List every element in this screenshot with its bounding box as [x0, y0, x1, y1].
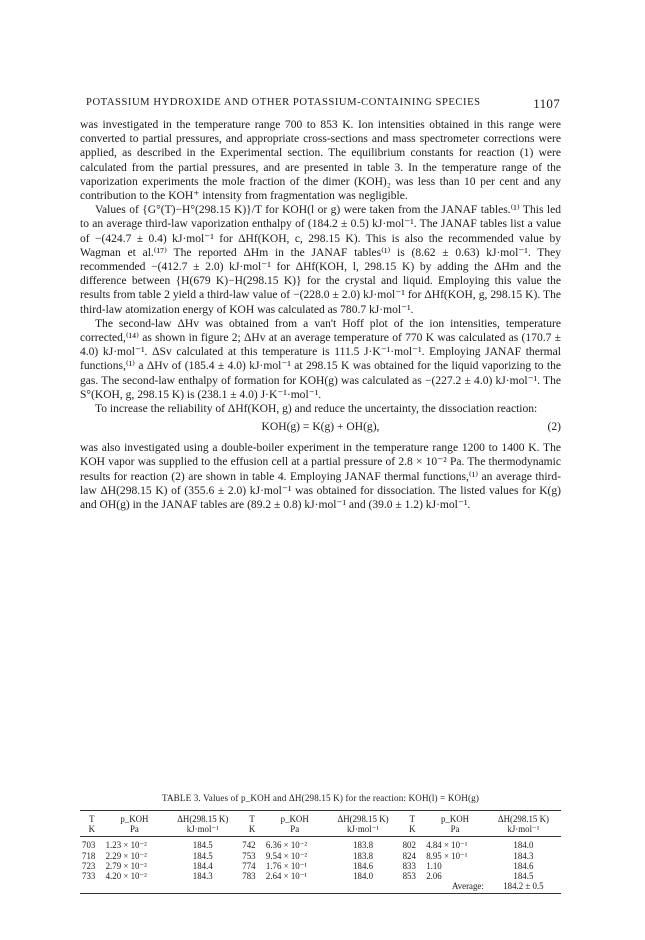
paragraph-4: To increase the reliability of ΔHf(KOH, g) and reduce the uncertainty, the dissociation reaction:	[95, 403, 538, 416]
pressure-cell: 2.79 × 10⁻²	[105, 860, 147, 871]
enthalpy-cell: 184.5	[165, 837, 240, 851]
equation-2	[80, 420, 561, 435]
enthalpy-cell: 184.6	[513, 860, 534, 871]
pressure-cell: 1.76 × 10⁻¹	[265, 860, 308, 871]
enthalpy-cell: 184.5	[192, 850, 213, 861]
pressure-cell: 2.06	[426, 871, 442, 882]
enthalpy-cell: 184.5	[513, 871, 534, 882]
temperature-cell: 783	[242, 871, 256, 882]
table-average-row	[80, 881, 561, 894]
paragraph-3: The second-law ΔHv was obtained from a van't Hoff plot of the ion intensities, temperature corrected,⁽¹⁴⁾ as shown in figure 2; ΔHv at an average temperature of 770 K was calculated as (170.7 ± 4.0) kJ·mol⁻¹. ΔSv calculated at this temperature is 111.5 J·K⁻¹·mol⁻¹. Employing JANAF thermal functions,⁽¹⁾ a ΔHv of (185.4 ± 4.0) kJ·mol⁻¹ at 298.15 K was obtained for the liquid vaporizing to the gas. The second-law enthalpy of formation for KOH(g) was calculated as −(227.2 ± 4.0) kJ·mol⁻¹. The S°(KOH, g, 298.15 K) is (238.1 ± 4.0) J·K⁻¹·mol⁻¹.	[80, 317, 561, 401]
enthalpy-cell: 184.6	[353, 860, 374, 871]
temperature-cell: 742	[240, 837, 264, 851]
paragraph-1: was investigated in the temperature range 700 to 853 K. Ion intensities obtained in this range were converted to partial pressures, and appropriate cross-sections and mass spectrometer corrections were applied, as described in the Experimental section. The equilibrium constants for reaction (1) were calculated from the partial pressures, and are presented in table 3. In the temperature range of the vaporization experiments the mole fraction of the dimer (KOH)₂ was less than 10 per cent and any contribution to the KOH⁺ intensity from fragmentation was negligible.	[80, 119, 561, 203]
col-unit-dh-3: kJ·mol⁻¹	[486, 824, 561, 837]
col-unit-t-1: K	[80, 824, 104, 837]
body-text	[80, 118, 561, 512]
temperature-cell: 824	[402, 850, 416, 861]
col-unit-t-3: K	[401, 824, 425, 837]
average-label: Average:	[80, 881, 486, 894]
col-header-p-1: p_KOH	[104, 811, 166, 825]
col-header-p-3: p_KOH	[424, 811, 486, 825]
paragraph-2: Values of {G°(T)−H°(298.15 K)}/T for KOH(l or g) were taken from the JANAF tables.⁽¹⁾ This led to an average third-law vaporization enthalpy of (184.2 ± 0.5) kJ·mol⁻¹. The JANAF tables list a value of −(424.7 ± 0.4) kJ·mol⁻¹ for ΔHf(KOH, c, 298.15 K). This is also the recommended value by Wagman et al.⁽¹⁷⁾ The reported ΔHm in the JANAF tables⁽¹⁾ is (8.62 ± 0.63) kJ·mol⁻¹. They recommended −(412.7 ± 2.0) kJ·mol⁻¹ for ΔHf(KOH, l, 298.15 K) by adding the ΔHm and the difference between {H(679 K)−H(298.15 K)} for the crystal and liquid. Employing this value the results from table 2 yield a third-law value of −(228.0 ± 2.0) kJ·mol⁻¹ for ΔHf(KOH, g, 298.15 K). The third-law atomization energy of KOH was calculated as 780.7 kJ·mol⁻¹.	[80, 204, 561, 316]
table-row	[80, 871, 561, 881]
pressure-cell: 1.10	[426, 860, 442, 871]
col-unit-t-2: K	[240, 824, 264, 837]
col-unit-p-3: Pa	[424, 824, 486, 837]
table-row	[80, 837, 561, 851]
pressure-cell: 4.20 × 10⁻²	[105, 871, 147, 882]
table-3-caption: TABLE 3. Values of p_KOH and ΔH(298.15 K) for the reaction: KOH(l) = KOH(g)	[161, 793, 480, 803]
page-number: 1107	[533, 96, 560, 111]
enthalpy-cell: 184.4	[192, 860, 213, 871]
temperature-cell: 833	[402, 860, 416, 871]
pressure-cell: 9.54 × 10⁻²	[265, 850, 308, 861]
col-header-t-3: T	[401, 811, 425, 825]
pressure-cell: 2.64 × 10⁻¹	[265, 871, 308, 882]
col-header-dh-3: ΔH(298.15 K)	[486, 811, 561, 825]
running-header	[86, 96, 560, 111]
pressure-cell: 6.36 × 10⁻²	[264, 837, 326, 851]
col-unit-p-2: Pa	[264, 824, 326, 837]
enthalpy-cell: 184.3	[513, 850, 534, 861]
table-row	[80, 851, 561, 861]
temperature-cell: 703	[80, 837, 104, 851]
running-title: POTASSIUM HYDROXIDE AND OTHER POTASSIUM-CONTAINING SPECIES	[86, 97, 481, 108]
equation-2-number: (2)	[547, 421, 561, 434]
pressure-cell: 2.29 × 10⁻²	[105, 850, 147, 861]
temperature-cell: 853	[402, 871, 416, 882]
enthalpy-cell: 184.0	[353, 871, 374, 882]
col-unit-dh-2: kJ·mol⁻¹	[326, 824, 401, 837]
col-header-p-2: p_KOH	[264, 811, 326, 825]
temperature-cell: 733	[82, 871, 96, 882]
col-header-t-1: T	[80, 811, 104, 825]
enthalpy-cell: 184.3	[192, 871, 213, 882]
table-3	[80, 810, 561, 894]
pressure-cell: 8.95 × 10⁻¹	[426, 850, 468, 861]
paragraph-5: was also investigated using a double-boiler experiment in the temperature range 1200 to 1400 K. The KOH vapor was supplied to the effusion cell at a partial pressure of 2.8 × 10⁻² Pa. The thermodynamic results for reaction (2) are shown in table 4. Employing JANAF thermal functions,⁽¹⁾ an average third-law ΔH(298.15 K) of (355.6 ± 2.0) kJ·mol⁻¹ was obtained for dissociation. The listed values for K(g) and OH(g) in the JANAF tables are (89.2 ± 0.8) kJ·mol⁻¹ and (39.0 ± 1.2) kJ·mol⁻¹.	[80, 442, 561, 512]
enthalpy-cell: 184.0	[486, 837, 561, 851]
col-unit-p-1: Pa	[104, 824, 166, 837]
col-header-dh-2: ΔH(298.15 K)	[326, 811, 401, 825]
average-value: 184.2 ± 0.5	[486, 881, 561, 894]
col-unit-dh-1: kJ·mol⁻¹	[165, 824, 240, 837]
pressure-cell: 1.23 × 10⁻²	[104, 837, 166, 851]
col-header-t-2: T	[240, 811, 264, 825]
temperature-cell: 753	[242, 850, 256, 861]
temperature-cell: 774	[242, 860, 256, 871]
enthalpy-cell: 183.8	[326, 837, 401, 851]
equation-2-text: KOH(g) = K(g) + OH(g),	[261, 421, 380, 434]
pressure-cell: 4.84 × 10⁻¹	[424, 837, 486, 851]
col-header-dh-1: ΔH(298.15 K)	[165, 811, 240, 825]
temperature-cell: 718	[82, 850, 96, 861]
temperature-cell: 723	[82, 860, 96, 871]
temperature-cell: 802	[401, 837, 425, 851]
table-row	[80, 861, 561, 871]
enthalpy-cell: 183.8	[353, 850, 374, 861]
